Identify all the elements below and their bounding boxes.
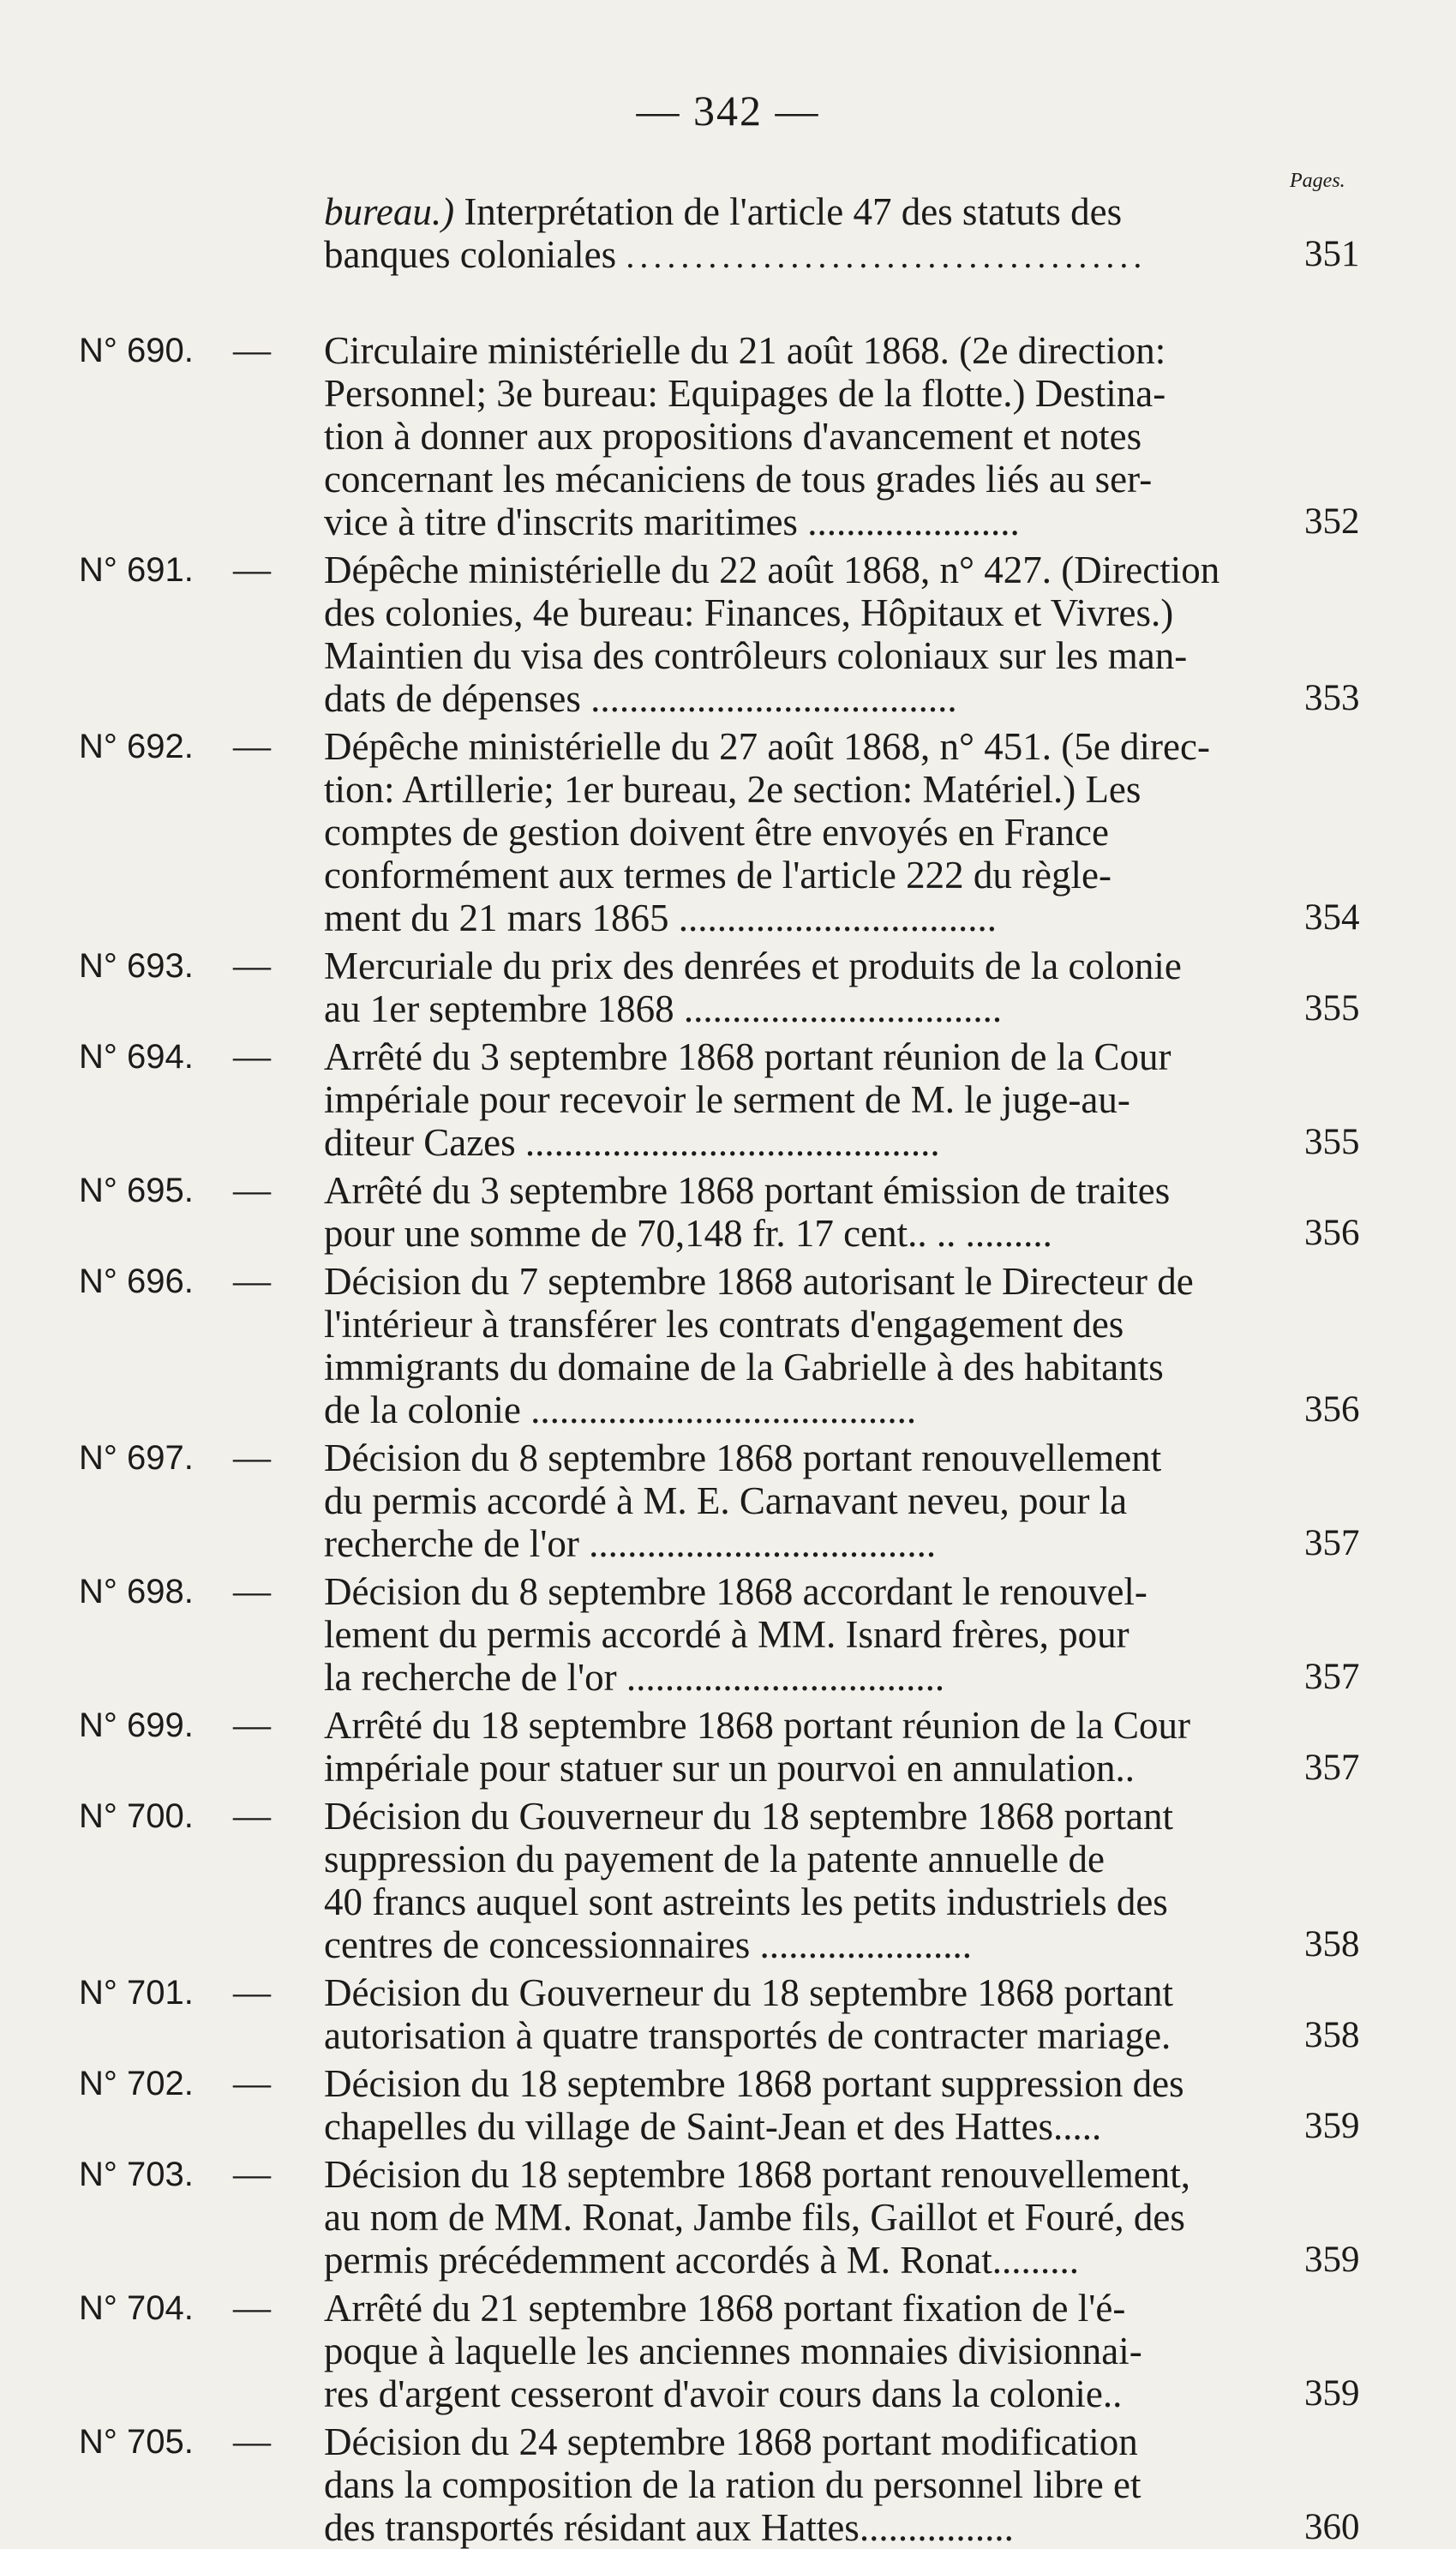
entry-dash: — (233, 549, 271, 591)
entry-line (324, 190, 1282, 233)
entry-number: N° 703. (79, 2156, 194, 2193)
entry-dash: — (233, 1971, 271, 2013)
entry-text (324, 1971, 1282, 2057)
list-item (0, 2153, 1456, 2282)
entry-line: comptes de gestion doivent être envoyés en France (324, 811, 1109, 854)
entry-line: Dépêche ministérielle du 22 août 1868, n° 427. (Direction (324, 549, 1220, 591)
entry-line: Maintien du visa des contrôleurs coloniaux sur les man- (324, 634, 1188, 677)
entry-line-text: banques coloniales (324, 233, 617, 276)
entry-dash: — (233, 1704, 271, 1746)
entry-page-number: 359 (1304, 2106, 1360, 2146)
entry-line: 40 francs auquel sont astreints les petits industriels des (324, 1880, 1168, 1923)
entry-number: N° 698. (79, 1573, 194, 1610)
entry-page-number: 355 (1304, 1122, 1360, 1162)
entry-line (324, 233, 1282, 278)
list-item (0, 2062, 1456, 2148)
entry-text (324, 1795, 1282, 1966)
entry-number: N° 701. (79, 1974, 194, 2012)
entry-number: N° 695. (79, 1172, 194, 1209)
entry-line: poque à laquelle les anciennes monnaies divisionnai- (324, 2330, 1142, 2372)
entry-line: lement du permis accordé à MM. Isnard frères, pour (324, 1613, 1129, 1656)
entry-line: Décision du 18 septembre 1868 portant suppression des (324, 2062, 1184, 2105)
entry-line: diteur Cazes ........................................... (324, 1121, 940, 1164)
entry-line: immigrants du domaine de la Gabrielle à des habitants (324, 1346, 1164, 1388)
entry-line: vice à titre d'inscrits maritimes ...................... (324, 501, 1020, 543)
entry-text (324, 1260, 1282, 1431)
entry-text (324, 1704, 1282, 1790)
entry-line: Décision du Gouverneur du 18 septembre 1868 portant (324, 1971, 1174, 2014)
entry-page-number: 359 (1304, 2240, 1360, 2280)
pages-column-label: Pages. (1290, 170, 1345, 192)
entry-line: Décision du 18 septembre 1868 portant renouvellement, (324, 2153, 1190, 2196)
entry-text (324, 1436, 1282, 1565)
entry-number: N° 692. (79, 728, 194, 765)
entry-line: des colonies, 4e bureau: Finances, Hôpitaux et Vivres.) (324, 591, 1174, 634)
list-item (0, 329, 1456, 543)
entry-page-number: 358 (1304, 1924, 1360, 1964)
entry-dash: — (233, 2062, 271, 2104)
entry-page-number: 357 (1304, 1748, 1360, 1788)
entry-dash: — (233, 1169, 271, 1211)
entry-page-number: 360 (1304, 2507, 1360, 2547)
entry-line: Décision du 24 septembre 1868 portant modification (324, 2420, 1138, 2463)
entry-line: pour une somme de 70,148 fr. 17 cent.. .. ......... (324, 1212, 1052, 1255)
entry-page-number: 351 (1304, 234, 1360, 274)
entry-number: N° 694. (79, 1038, 194, 1076)
entry-dash: — (233, 1260, 271, 1302)
list-item (0, 1795, 1456, 1966)
entry-page-number: 357 (1304, 1523, 1360, 1563)
entry-line: au nom de MM. Ronat, Jambe fils, Gaillot et Fouré, des (324, 2196, 1185, 2239)
entry-line: au 1er septembre 1868 ................................. (324, 987, 1003, 1030)
entry-text (324, 1035, 1282, 1164)
entry-text (324, 2420, 1282, 2549)
entry-number: N° 693. (79, 947, 194, 985)
list-item (0, 2287, 1456, 2415)
entry-page-number: 358 (1304, 2015, 1360, 2055)
entry-text (324, 190, 1282, 278)
entry-page-number: 356 (1304, 1389, 1360, 1430)
entry-number: N° 699. (79, 1706, 194, 1744)
entry-line: Mercuriale du prix des denrées et produits de la colonie (324, 945, 1182, 987)
entry-text (324, 2287, 1282, 2415)
entry-text (324, 2062, 1282, 2148)
list-item (0, 725, 1456, 939)
list-item (0, 1436, 1456, 1565)
list-item (0, 945, 1456, 1030)
entry-line: Arrêté du 18 septembre 1868 portant réunion de la Cour (324, 1704, 1190, 1747)
entry-page-number: 354 (1304, 897, 1360, 938)
entry-number: N° 697. (79, 1439, 194, 1477)
entry-text (324, 2153, 1282, 2282)
list-item (0, 1169, 1456, 1255)
entry-page-number: 352 (1304, 501, 1360, 542)
intro-entry-continuation (0, 190, 1456, 324)
entry-dash: — (233, 329, 271, 371)
entry-number: N° 700. (79, 1797, 194, 1835)
entry-line: permis précédemment accordés à M. Ronat......... (324, 2239, 1079, 2282)
entry-line: tion à donner aux propositions d'avancement et notes (324, 415, 1142, 458)
entry-line-text: Interprétation de l'article 47 des statuts des (454, 190, 1123, 233)
entry-dash: — (233, 2420, 271, 2462)
entry-page-number: 357 (1304, 1657, 1360, 1697)
entry-line: impériale pour recevoir le serment de M. le juge-au- (324, 1078, 1130, 1121)
entry-line: chapelles du village de Saint-Jean et des Hattes..... (324, 2105, 1102, 2148)
entry-dash: — (233, 945, 271, 987)
entry-dash: — (233, 1035, 271, 1077)
entry-line: impériale pour statuer sur un pourvoi en annulation.. (324, 1747, 1135, 1790)
entry-line: des transportés résidant aux Hattes................ (324, 2506, 1014, 2549)
table-of-contents (0, 190, 1456, 2549)
entry-line: autorisation à quatre transportés de contracter mariage. (324, 2014, 1171, 2057)
entry-line: Personnel; 3e bureau: Equipages de la flotte.) Destina- (324, 372, 1166, 415)
entry-line: la recherche de l'or ................................. (324, 1656, 945, 1699)
list-item (0, 1260, 1456, 1431)
entry-line: Décision du Gouverneur du 18 septembre 1868 portant (324, 1795, 1174, 1838)
entry-text (324, 945, 1282, 1030)
list-item (0, 2420, 1456, 2549)
entry-page-number: 355 (1304, 988, 1360, 1029)
entry-line: Décision du 7 septembre 1868 autorisant le Directeur de (324, 1260, 1194, 1303)
entry-text (324, 725, 1282, 939)
entry-line: concernant les mécaniciens de tous grades liés au ser- (324, 458, 1153, 501)
entry-line: Circulaire ministérielle du 21 août 1868. (2e direction: (324, 329, 1166, 372)
entry-text (324, 329, 1282, 543)
entry-number: N° 705. (79, 2423, 194, 2461)
entry-dash: — (233, 725, 271, 767)
entry-line: Dépêche ministérielle du 27 août 1868, n° 451. (5e direc- (324, 725, 1210, 768)
entry-page-number: 353 (1304, 678, 1360, 718)
entry-line: conformément aux termes de l'article 222 du règle- (324, 854, 1111, 897)
list-item (0, 1704, 1456, 1790)
entry-line: Arrêté du 3 septembre 1868 portant émission de traites (324, 1169, 1171, 1212)
entry-line: recherche de l'or .................................... (324, 1522, 937, 1565)
entry-text (324, 1570, 1282, 1699)
entry-dash: — (233, 1795, 271, 1837)
entry-number: N° 696. (79, 1263, 194, 1300)
dot-leader: ...................................... (626, 237, 1147, 275)
entry-text (324, 549, 1282, 720)
entry-dash: — (233, 1570, 271, 1612)
entry-line: du permis accordé à M. E. Carnavant neveu, pour la (324, 1479, 1128, 1522)
entry-line: suppression du payement de la patente annuelle de (324, 1838, 1105, 1880)
list-item (0, 1971, 1456, 2057)
entry-line: Décision du 8 septembre 1868 portant renouvellement (324, 1436, 1162, 1479)
entry-number: N° 702. (79, 2065, 194, 2102)
page-number: — 342 — (636, 87, 820, 135)
entry-page-number: 356 (1304, 1213, 1360, 1253)
entry-line: tion: Artillerie; 1er bureau, 2e section: Matériel.) Les (324, 768, 1141, 811)
entry-line: de la colonie ........................................ (324, 1388, 917, 1431)
entry-dash: — (233, 1436, 271, 1478)
entry-number: N° 691. (79, 551, 194, 589)
entry-line: ment du 21 mars 1865 ................................. (324, 897, 997, 939)
entry-line: Arrêté du 3 septembre 1868 portant réunion de la Cour (324, 1035, 1171, 1078)
entry-line: res d'argent cesseront d'avoir cours dans la colonie.. (324, 2372, 1123, 2415)
entry-line: dans la composition de la ration du personnel libre et (324, 2463, 1141, 2506)
entry-text (324, 1169, 1282, 1255)
entry-number: N° 690. (79, 332, 194, 369)
entry-page-number: 359 (1304, 2373, 1360, 2414)
entry-dash: — (233, 2153, 271, 2195)
entry-line: centres de concessionnaires ...................... (324, 1923, 973, 1966)
list-item (0, 1570, 1456, 1699)
entry-line: dats de dépenses ...................................... (324, 677, 957, 720)
entry-number: N° 704. (79, 2289, 194, 2327)
entry-dash: — (233, 2287, 271, 2329)
entry-line: Décision du 8 septembre 1868 accordant le renouvel- (324, 1570, 1147, 1613)
entry-line-italic: bureau.) (324, 190, 455, 233)
list-item (0, 549, 1456, 720)
entry-line: Arrêté du 21 septembre 1868 portant fixation de l'é- (324, 2287, 1126, 2330)
list-item (0, 1035, 1456, 1164)
entry-line: l'intérieur à transférer les contrats d'engagement des (324, 1303, 1124, 1346)
